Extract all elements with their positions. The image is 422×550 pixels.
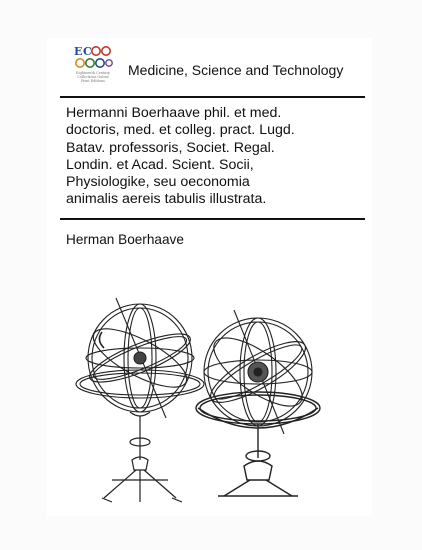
title-line: doctoris, med. et colleg. pract. Lugd. xyxy=(66,122,295,139)
svg-text:E: E xyxy=(74,45,83,58)
book-author: Herman Boerhaave xyxy=(66,232,184,247)
divider-bottom xyxy=(60,218,365,220)
ecco-logo-letters xyxy=(73,44,113,70)
divider-top xyxy=(60,96,365,98)
series-title: Medicine, Science and Technology xyxy=(128,62,344,78)
ecco-logo xyxy=(73,44,113,94)
logo-caption-line: Collections Online xyxy=(77,75,109,79)
armillary-sphere-left-image xyxy=(72,292,210,507)
armillary-sphere-right-image xyxy=(194,296,326,501)
title-line: Physiologike, seu oeconomia xyxy=(66,174,250,191)
logo-caption-line: Eighteenth Century xyxy=(76,71,110,75)
title-line: Hermanni Boerhaave phil. et med. xyxy=(66,105,282,121)
svg-text:C: C xyxy=(83,45,92,58)
logo-caption-line: Print Editions xyxy=(81,79,105,83)
title-line: Londin. et Acad. Scient. Socii, xyxy=(66,156,254,173)
ecco-logo-caption xyxy=(73,71,113,83)
title-line: Batav. professoris, Societ. Regal. xyxy=(66,139,275,156)
book-title xyxy=(66,105,366,209)
title-line: animalis aereis tabulis illustrata. xyxy=(66,191,267,208)
